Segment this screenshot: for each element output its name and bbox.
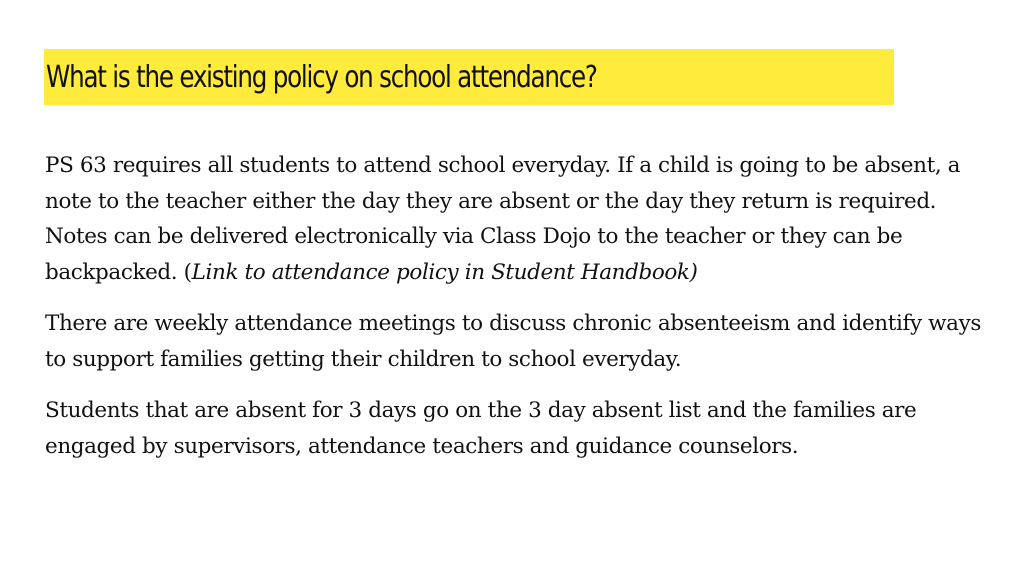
student-handbook-link[interactable]: Link to attendance policy in Student Handbook) — [191, 259, 698, 285]
title-highlight — [44, 49, 894, 105]
paragraph-meetings: There are weekly attendance meetings to discuss chronic absenteeism and identify ways to support families getting their children to school everyday. — [45, 311, 981, 372]
slide-body — [45, 148, 990, 480]
paragraph-policy-text: PS 63 requires all students to attend school everyday. If a child is going to be absent, a note to the teacher either the day they are absent or the day they return is required. Notes can be delivered electronically via Class Dojo to the teacher or they can be backpacked. ( — [45, 153, 961, 285]
page-title: What is the existing policy on school attendance? — [46, 59, 597, 95]
paragraph-absent-list: Students that are absent for 3 days go on the 3 day absent list and the families are engaged by supervisors, attendance teachers and guidance counselors. — [45, 398, 917, 459]
paragraph-policy — [45, 148, 990, 290]
